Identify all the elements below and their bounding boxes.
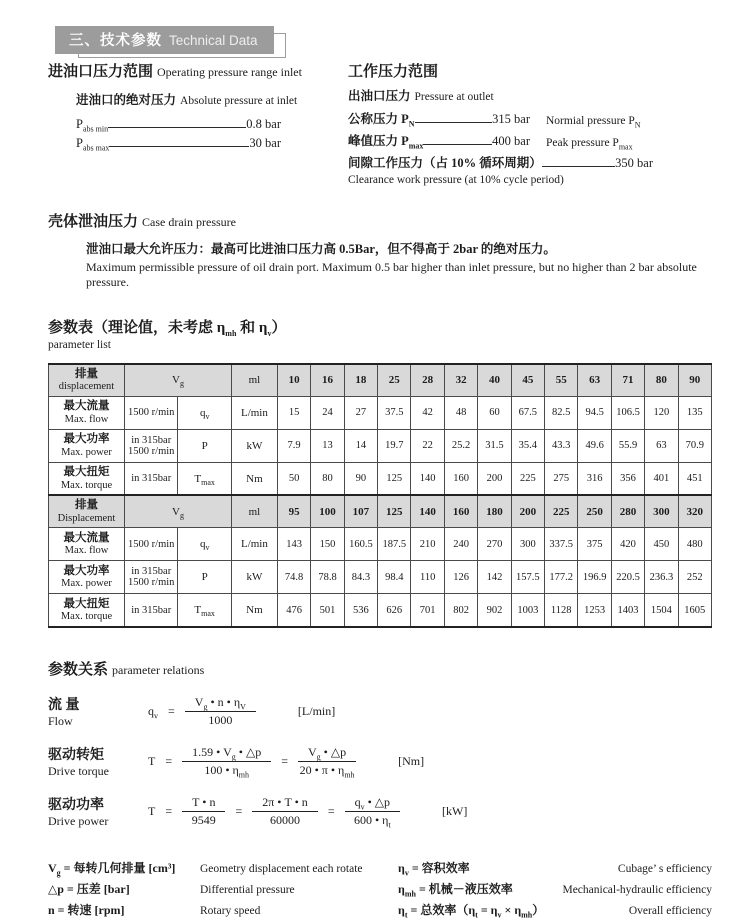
legend-item <box>398 901 712 918</box>
fraction: $\frac{q_v • \triangle p}{600 • \eta_t}$ <box>345 795 400 828</box>
header-size-cell: 40 <box>478 364 511 396</box>
value-cell: 150 <box>311 528 344 561</box>
value-cell: 80 <box>311 462 344 495</box>
case-drain-text-en: Maximum permissible pressure of oil drain port. Maximum 0.5 bar higher than inlet pressure, but no higher than 2 bar absolute pressure. <box>86 260 697 289</box>
header-size-cell: 180 <box>478 495 511 527</box>
peak-pressure-line <box>348 131 712 152</box>
header-vg-cell: $V_g$ <box>125 364 232 396</box>
row-condition-cell: in 315bar <box>125 462 178 495</box>
value-cell: 1605 <box>678 594 711 627</box>
legend-symbol: n = 转速 [rpm] <box>48 902 125 917</box>
value-cell: 42 <box>411 396 444 429</box>
inlet-pressure-lines <box>76 117 281 151</box>
header-size-cell: 25 <box>378 364 411 396</box>
parameter-table-title-zh: 参数表（理论值，未考虑 $\eta_{mh}$ 和 $\eta_v$） <box>48 320 287 338</box>
clearance-pressure-left <box>348 153 653 171</box>
fraction: $\frac{V_g • \triangle p}{20 • \pi • \eta_{mh}}$ <box>299 744 355 780</box>
legend-item <box>48 880 398 897</box>
header-size-cell: 95 <box>277 495 310 527</box>
formula: T = $\frac{1.59 • V_g • \triangle p}{100 • \eta_{mh}}$ = $\frac{V_g • \triangle p}{20 • \pi • \eta_{mh}}$ [Nm] <box>148 744 425 780</box>
value-cell: 480 <box>678 528 711 561</box>
abs-min-value: 0.8 bar <box>246 117 281 131</box>
value-cell: 49.6 <box>578 429 611 462</box>
leader-line <box>109 146 249 147</box>
header-unit-cell: ml <box>231 364 277 396</box>
working-subtitle-zh: 出油口压力 <box>348 89 411 103</box>
nominal-pressure-label: 公称压力 $P_N$ <box>348 112 415 129</box>
value-cell: 31.5 <box>478 429 511 462</box>
abs-min-symbol: $P_{abs min}$ <box>76 117 109 134</box>
legend-symbol: $\eta_v$ = 容积效率 <box>398 860 470 878</box>
header-size-cell: 250 <box>578 495 611 527</box>
value-cell: 1128 <box>545 594 578 627</box>
row-unit-cell: Nm <box>231 462 277 495</box>
header-unit-cell: ml <box>231 495 277 527</box>
value-cell: 94.5 <box>578 396 611 429</box>
value-cell: 27 <box>344 396 377 429</box>
equals-sign: = <box>327 803 335 818</box>
header-size-cell: 32 <box>444 364 477 396</box>
header-size-cell: 125 <box>378 495 411 527</box>
working-pressure-section <box>348 60 712 186</box>
working-title: 工作压力范围 <box>348 64 439 80</box>
value-cell: 802 <box>444 594 477 627</box>
inlet-subtitle-en: Absolute pressure at inlet <box>180 95 298 107</box>
parameter-table <box>48 363 712 628</box>
legend-english: Cubage’ s efficiency <box>617 862 712 875</box>
nominal-pressure-left <box>348 109 694 130</box>
value-cell: 252 <box>678 561 711 594</box>
value-cell: 225 <box>511 462 544 495</box>
value-cell: 450 <box>645 528 678 561</box>
formula-unit: [Nm] <box>398 753 425 768</box>
inlet-section-title <box>48 60 348 81</box>
value-cell: 626 <box>378 594 411 627</box>
fraction: $\frac{2\pi • T • n}{60000}$ <box>252 795 318 828</box>
value-cell: 451 <box>678 462 711 495</box>
value-cell: 25.2 <box>444 429 477 462</box>
value-cell: 240 <box>444 528 477 561</box>
legend-left-column <box>48 855 398 918</box>
case-drain-text-zh: 泄油口最大允许压力：最高可比进油口压力高 0.5Bar，但不得高于 2bar 的绝对压力。 <box>86 242 556 256</box>
legend-symbol: $\eta_t$ = 总效率$(\eta_t = \eta_v \times \eta_{mh})$ <box>398 902 545 919</box>
section-header <box>48 0 348 49</box>
value-cell: 210 <box>411 528 444 561</box>
formula-unit: [L/min] <box>297 703 336 718</box>
formula-unit: [kW] <box>442 803 468 818</box>
value-cell: 160 <box>444 462 477 495</box>
abs-max-pressure-line <box>76 136 281 151</box>
value-cell: 1253 <box>578 594 611 627</box>
row-unit-cell: kW <box>231 561 277 594</box>
value-cell: 1403 <box>611 594 644 627</box>
row-label-cell: 最大扭矩 Max. torque <box>49 594 125 627</box>
header-size-cell: 71 <box>611 364 644 396</box>
row-symbol-cell: $T_{max}$ <box>178 462 231 495</box>
legend-english: Overall efficiency <box>628 904 712 917</box>
case-drain-title-en: Case drain pressure <box>142 215 236 229</box>
peak-pressure-label: 峰值压力 $P_{max}$ <box>348 134 424 151</box>
legend-english: Mechanical-hydraulic efficiency <box>562 883 712 896</box>
value-cell: 275 <box>545 462 578 495</box>
row-symbol-cell: $q_v$ <box>178 396 231 429</box>
header-size-cell: 10 <box>277 364 310 396</box>
table-row <box>49 561 712 594</box>
header-size-cell: 300 <box>645 495 678 527</box>
equals-sign: = <box>165 803 173 818</box>
legend-english: Differential pressure <box>200 883 295 896</box>
fraction: $\frac{1.59 • V_g • \triangle p}{100 • \eta_{mh}}$ <box>182 745 271 778</box>
table-row <box>49 396 712 429</box>
nominal-pressure-line <box>348 109 712 130</box>
value-cell: 106.5 <box>611 396 644 429</box>
value-cell: 110 <box>411 561 444 594</box>
table-header-row <box>49 495 712 527</box>
row-unit-cell: kW <box>231 429 277 462</box>
value-cell: 157.5 <box>511 561 544 594</box>
header-displacement-cell: 排量 displacement <box>49 364 125 396</box>
value-cell: 84.3 <box>344 561 377 594</box>
formula-rows <box>48 694 712 829</box>
row-label-cell: 最大功率 Max. power <box>49 429 125 462</box>
symbol-legend <box>48 855 712 918</box>
legend-english: Geometry displacement each rotate <box>200 862 363 875</box>
working-subtitle <box>348 86 712 105</box>
value-cell: 24 <box>311 396 344 429</box>
formula: $q_v$ = $\frac{V_g • n • \eta_V}{1000}$ [L/min] <box>148 694 336 727</box>
working-subtitle-en: Pressure at outlet <box>414 91 494 103</box>
legend-symbol: $\eta_{mh}$ = 机械－液压效率 <box>398 881 513 899</box>
table-row <box>49 462 712 495</box>
header-size-cell: 160 <box>444 495 477 527</box>
legend-item <box>48 901 398 918</box>
nominal-pressure-en: Normial pressure $P_N$ <box>546 115 641 130</box>
relations-title-en: parameter relations <box>112 662 205 677</box>
table-header-row <box>49 364 712 396</box>
formula-row <box>48 794 712 829</box>
header-size-cell: 80 <box>645 364 678 396</box>
value-cell: 67.5 <box>511 396 544 429</box>
value-cell: 270 <box>478 528 511 561</box>
value-cell: 1003 <box>511 594 544 627</box>
header-badge <box>55 26 274 54</box>
value-cell: 43.3 <box>545 429 578 462</box>
value-cell: 19.7 <box>378 429 411 462</box>
header-size-cell: 55 <box>545 364 578 396</box>
row-unit-cell: L/min <box>231 528 277 561</box>
row-condition-cell: in 315bar 1500 r/min <box>125 429 178 462</box>
value-cell: 902 <box>478 594 511 627</box>
header-vg-cell: $V_g$ <box>125 495 232 527</box>
value-cell: 316 <box>578 462 611 495</box>
leader-line <box>415 122 493 123</box>
header-size-cell: 280 <box>611 495 644 527</box>
value-cell: 55.9 <box>611 429 644 462</box>
formula-label: 驱动功率 Drive power <box>48 797 109 828</box>
header-size-cell: 107 <box>344 495 377 527</box>
peak-pressure-en: Peak pressure $P_{max}$ <box>546 137 633 152</box>
equals-sign: = <box>281 753 288 768</box>
row-label-cell: 最大流量 Max. flow <box>49 396 125 429</box>
row-condition-cell: 1500 r/min <box>125 396 178 429</box>
value-cell: 177.2 <box>545 561 578 594</box>
parameter-table-title-en: parameter list <box>48 339 111 351</box>
case-drain-section <box>48 210 712 290</box>
table-row <box>49 528 712 561</box>
leader-line <box>108 127 246 128</box>
header-size-cell: 63 <box>578 364 611 396</box>
formula-label: 流 量 Flow <box>48 697 80 728</box>
equals-sign: = <box>165 753 173 768</box>
row-condition-cell: in 315bar <box>125 594 178 627</box>
header-displacement-cell: 排量 Displacement <box>49 495 125 527</box>
value-cell: 142 <box>478 561 511 594</box>
formula-row <box>48 744 712 779</box>
equals-sign: = <box>235 803 243 818</box>
abs-max-value: 30 bar <box>249 136 281 150</box>
value-cell: 7.9 <box>277 429 310 462</box>
value-cell: 90 <box>344 462 377 495</box>
leader-line <box>423 144 492 145</box>
value-cell: 356 <box>611 462 644 495</box>
equals-sign: = <box>168 703 175 718</box>
value-cell: 200 <box>478 462 511 495</box>
value-cell: 15 <box>277 396 310 429</box>
value-cell: 401 <box>645 462 678 495</box>
row-condition-cell: in 315bar 1500 r/min <box>125 561 178 594</box>
legend-item <box>398 880 712 897</box>
formula-row <box>48 694 712 729</box>
row-unit-cell: L/min <box>231 396 277 429</box>
inlet-title-en: Operating pressure range inlet <box>157 65 302 79</box>
pressure-sections <box>48 60 712 186</box>
clearance-pressure-line <box>348 153 712 171</box>
header-size-cell: 225 <box>545 495 578 527</box>
value-cell: 337.5 <box>545 528 578 561</box>
inlet-subtitle <box>76 90 348 109</box>
legend-symbol: $V_g$ = 每转几何排量 [cm³] <box>48 860 176 878</box>
value-cell: 160.5 <box>344 528 377 561</box>
value-cell: 236.3 <box>645 561 678 594</box>
table-row <box>49 429 712 462</box>
fraction: $\frac{V_g • n • \eta_V}{1000}$ <box>185 695 256 728</box>
value-cell: 70.9 <box>678 429 711 462</box>
header-size-cell: 140 <box>411 495 444 527</box>
value-cell: 476 <box>277 594 310 627</box>
value-cell: 22 <box>411 429 444 462</box>
value-cell: 120 <box>645 396 678 429</box>
value-cell: 74.8 <box>277 561 310 594</box>
legend-right-column <box>398 855 712 918</box>
value-cell: 536 <box>344 594 377 627</box>
header-size-cell: 28 <box>411 364 444 396</box>
header-size-cell: 18 <box>344 364 377 396</box>
parameter-relations-section <box>48 658 712 829</box>
value-cell: 501 <box>311 594 344 627</box>
inlet-title-zh: 进油口压力范围 <box>48 64 154 80</box>
relations-title <box>48 658 712 679</box>
value-cell: 187.5 <box>378 528 411 561</box>
peak-pressure-left <box>348 131 694 152</box>
row-label-cell: 最大功率 Max. power <box>49 561 125 594</box>
table-row <box>49 594 712 627</box>
abs-min-pressure-line <box>76 117 281 132</box>
value-cell: 13 <box>311 429 344 462</box>
value-cell: 78.8 <box>311 561 344 594</box>
row-condition-cell: 1500 r/min <box>125 528 178 561</box>
header-size-cell: 200 <box>511 495 544 527</box>
value-cell: 14 <box>344 429 377 462</box>
case-drain-body <box>86 239 712 290</box>
value-cell: 196.9 <box>578 561 611 594</box>
case-drain-title <box>48 210 712 231</box>
inlet-subtitle-zh: 进油口的绝对压力 <box>76 93 177 107</box>
clearance-pressure-label: 间隙工作压力（占 10% 循环周期） <box>348 156 542 170</box>
header-size-cell: 16 <box>311 364 344 396</box>
case-drain-title-zh: 壳体泄油压力 <box>48 214 139 230</box>
formula: T = $\frac{T • n}{9549}$ = $\frac{2\pi • T • n}{60000}$ = $\frac{q_v • \triangle p}{600 • \eta_t}$ [kW] <box>148 794 468 830</box>
header-size-cell: 320 <box>678 495 711 527</box>
row-label-cell: 最大流量 Max. flow <box>49 528 125 561</box>
peak-pressure-value: 400 bar <box>492 134 530 148</box>
value-cell: 63 <box>645 429 678 462</box>
leader-line <box>542 166 615 167</box>
legend-english: Rotary speed <box>200 904 261 917</box>
row-symbol-cell: $T_{max}$ <box>178 594 231 627</box>
value-cell: 140 <box>411 462 444 495</box>
value-cell: 60 <box>478 396 511 429</box>
value-cell: 82.5 <box>545 396 578 429</box>
value-cell: 375 <box>578 528 611 561</box>
header-title-zh: 三、技术参数 <box>69 33 162 49</box>
value-cell: 220.5 <box>611 561 644 594</box>
row-symbol-cell: P <box>178 429 231 462</box>
clearance-pressure-footnote: Clearance work pressure (at 10% cycle period) <box>348 174 564 186</box>
inlet-pressure-section <box>48 60 348 186</box>
value-cell: 1504 <box>645 594 678 627</box>
value-cell: 50 <box>277 462 310 495</box>
value-cell: 300 <box>511 528 544 561</box>
row-symbol-cell: P <box>178 561 231 594</box>
value-cell: 135 <box>678 396 711 429</box>
value-cell: 98.4 <box>378 561 411 594</box>
value-cell: 143 <box>277 528 310 561</box>
row-unit-cell: Nm <box>231 594 277 627</box>
header-size-cell: 100 <box>311 495 344 527</box>
formula-label: 驱动转矩 Drive torque <box>48 747 109 778</box>
parameter-table-title <box>48 316 712 351</box>
header-title-en: Technical Data <box>169 33 258 48</box>
clearance-pressure-value: 350 bar <box>615 156 653 170</box>
relations-title-zh: 参数关系 <box>48 661 109 678</box>
header-size-cell: 90 <box>678 364 711 396</box>
abs-max-symbol: $P_{abs max}$ <box>76 136 110 153</box>
header-size-cell: 45 <box>511 364 544 396</box>
row-symbol-cell: $q_v$ <box>178 528 231 561</box>
nominal-pressure-value: 315 bar <box>492 112 530 126</box>
value-cell: 126 <box>444 561 477 594</box>
legend-item <box>48 859 398 876</box>
value-cell: 420 <box>611 528 644 561</box>
fraction: $\frac{T • n}{9549}$ <box>182 795 225 828</box>
legend-symbol: △p = 压差 [bar] <box>48 881 130 896</box>
value-cell: 125 <box>378 462 411 495</box>
value-cell: 37.5 <box>378 396 411 429</box>
value-cell: 48 <box>444 396 477 429</box>
row-label-cell: 最大扭矩 Max. torque <box>49 462 125 495</box>
value-cell: 35.4 <box>511 429 544 462</box>
legend-item <box>398 859 712 876</box>
value-cell: 701 <box>411 594 444 627</box>
